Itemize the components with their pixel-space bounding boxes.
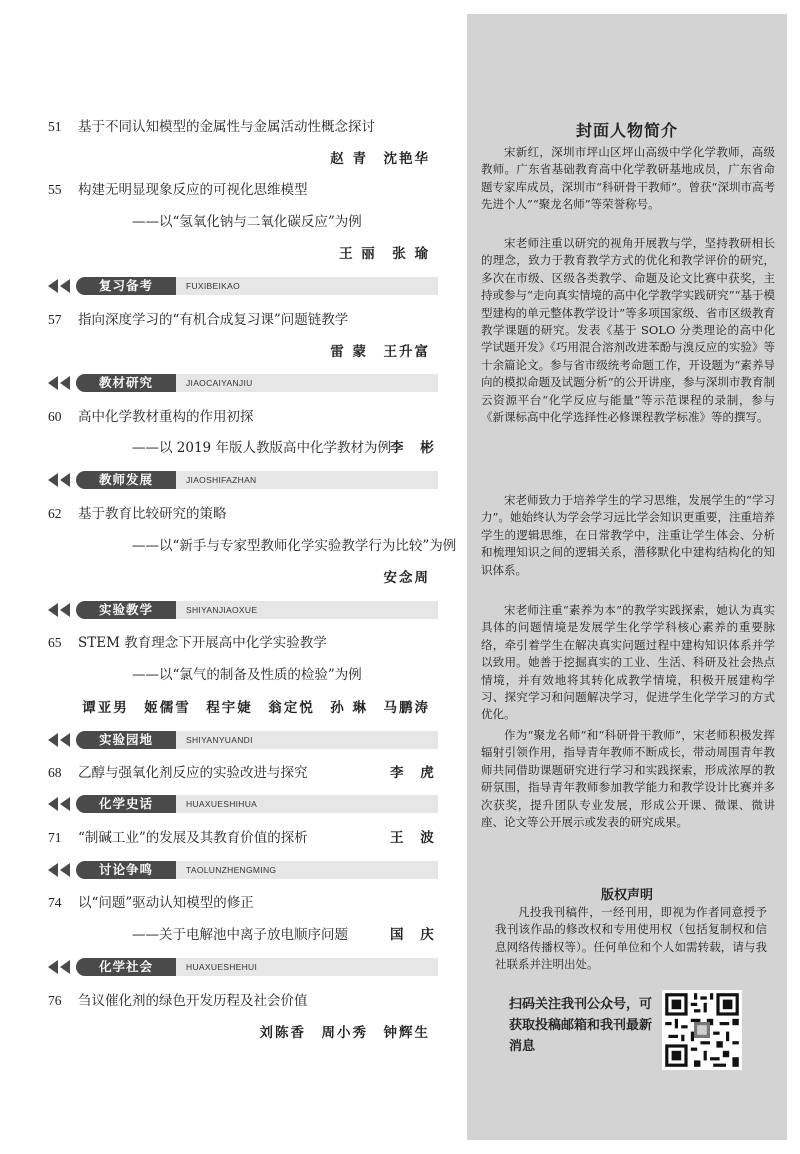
page-number: 76 — [48, 993, 62, 1008]
double-arrow-icon — [48, 279, 78, 293]
bio-paragraph: 宋老师致力于培养学生的学习思维，发展学生的“学习力”。她始终认为学会学习远比学会知识更重要，注重培养学生的逻辑思维，在日常教学中，注重让学生体会、分析和梳理知识之间的逻辑关系，潜移默化中建构结构化的知识体系。 — [481, 493, 775, 577]
article-title: 基于教育比较研究的策略 — [78, 506, 227, 522]
section-label: 化学史话 — [76, 795, 176, 813]
article-subtitle: ——以“氯气的制备及性质的检验”为例 — [132, 667, 362, 683]
section-header — [48, 374, 438, 392]
section-header — [48, 277, 438, 295]
article-title: 构建无明显现象反应的可视化思维模型 — [78, 182, 308, 198]
section-header — [48, 471, 438, 489]
article-subtitle: ——以“氢氧化钠与二氧化碳反应”为例 — [132, 214, 362, 230]
cover-profile-panel — [467, 14, 787, 1140]
copyright-text: 凡投我刊稿件，一经刊用，即视为作者同意授予我刊该作品的修改权和专用使用权（包括复制权和信息网络传播权等）。任何单位和个人如需转载，请与我社联系并注明出处。 — [495, 905, 767, 972]
section-label: 化学社会 — [76, 958, 176, 976]
double-arrow-icon — [48, 863, 78, 877]
bio-paragraph: 宋老师注重以研究的视角开展教与学，坚持教研相长的理念，致力于教育教学方式的优化和教学评价的研究，多次在市级、区级各类教学、命题及论文比赛中获奖，主持或参与“走向真实情境的高中化学教学实践研究”“基于模型建构的单元整体教学设计”等多项国家级、省市区级教育教学课题的研究。发表《基于 SOLO 分类理论的高中化学试题开发》《巧用混合溶剂改进苯酚与溴反应的实验》等十余篇论文。参与省市级统考命题工作，开设题为“素养导向的模拟命题及试题分析”的公开讲座，参与深圳市教育制云资源平台“化学反应与能量”等示范课程的录制，参与《新课标高中化学选择性必修课程教学标准》等的撰写。 — [481, 236, 775, 425]
page-number: 62 — [48, 506, 62, 521]
double-arrow-icon — [48, 603, 78, 617]
section-label: 实验园地 — [76, 731, 176, 749]
section-header — [48, 861, 438, 879]
bio-paragraph: 作为“聚龙名师”和“科研骨干教师”，宋老师积极发挥辐射引领作用，指导青年教师不断成长，带动周围青年教师共同借助课题研究进行学习和实践探索，形成浓厚的教研氛围，指导青年教师参加教学能力和教学设计比赛并多次获奖，提升团队专业发展，形成公开课、微课、微讲座、论文等公开展示或发表的研究成果。 — [481, 728, 775, 830]
article-title: STEM 教育理念下开展高中化学实验教学 — [78, 635, 327, 651]
article-title: 基于不同认知模型的金属性与金属活动性概念探讨 — [78, 119, 375, 135]
article-authors: 王 波 — [390, 830, 440, 846]
article-title: 乙醇与强氧化剂反应的实验改进与探究 — [78, 765, 308, 781]
page-number: 74 — [48, 895, 62, 910]
page-number: 55 — [48, 182, 62, 197]
section-header — [48, 795, 438, 813]
qr-caption: 扫码关注我刊公众号，可获取投稿邮箱和我刊最新消息 — [509, 997, 653, 1054]
double-arrow-icon — [48, 733, 78, 747]
section-header — [48, 601, 438, 619]
article-authors: 安念周 — [383, 570, 430, 586]
page-number: 57 — [48, 312, 62, 327]
section-pinyin: HUAXUESHIHUA — [176, 795, 438, 813]
article-title: 指向深度学习的“有机合成复习课”问题链教学 — [78, 312, 349, 328]
article-title: “制碱工业”的发展及其教育价值的探析 — [78, 830, 308, 846]
page-number: 51 — [48, 119, 62, 134]
article-authors: 赵 青 沈艳华 — [330, 151, 430, 167]
panel-title: 封面人物简介 — [575, 121, 678, 140]
page-number: 68 — [48, 765, 62, 780]
page-number: 71 — [48, 830, 62, 845]
article-title: 高中化学教材重构的作用初探 — [78, 409, 254, 425]
qr-code-icon[interactable] — [662, 990, 742, 1070]
article-authors: 雷 蒙 王升富 — [330, 344, 430, 360]
section-header — [48, 958, 438, 976]
article-subtitle: ——关于电解池中离子放电顺序问题 — [132, 927, 348, 943]
section-pinyin: JIAOCAIYANJIU — [176, 374, 438, 392]
bio-paragraph: 宋新红，深圳市坪山区坪山高级中学化学教师，高级教师。广东省基础教育高中化学教研基地成员，广东省命题专家库成员，深圳市“科研骨干教师”。曾获“深圳市高考先进个人”“聚龙名师”等荣誉称号。 — [481, 145, 775, 212]
section-pinyin: HUAXUESHEHUI — [176, 958, 438, 976]
article-authors: 王 丽 张 瑜 — [339, 246, 430, 262]
double-arrow-icon — [48, 797, 78, 811]
double-arrow-icon — [48, 473, 78, 487]
double-arrow-icon — [48, 960, 78, 974]
section-pinyin: JIAOSHIFAZHAN — [176, 471, 438, 489]
page-number: 60 — [48, 409, 62, 424]
section-label: 教材研究 — [76, 374, 176, 392]
bio-paragraph: 宋老师注重“素养为本”的教学实践探索，她认为真实具体的问题情境是发展学生化学学科核心素养的重要脉络，牵引着学生在解决真实问题过程中建构知识体系并学以致用。她善于挖掘真实的工业、生活、科研及社会热点情境，并有效地将其转化成教学情境，积极开展建构学习、探究学习和问题解决学习，促进学生化学学习的方式优化。 — [481, 603, 775, 722]
section-pinyin: SHIYANYUANDI — [176, 731, 438, 749]
section-label: 教师发展 — [76, 471, 176, 489]
article-authors: 国 庆 — [390, 927, 440, 943]
article-title: 以“问题”驱动认知模型的修正 — [78, 895, 254, 911]
section-label: 讨论争鸣 — [76, 861, 176, 879]
article-subtitle: ——以 2019 年版人教版高中化学教材为例 — [132, 440, 391, 456]
copyright-title: 版权声明 — [600, 888, 653, 903]
page-number: 65 — [48, 635, 62, 650]
section-pinyin: TAOLUNZHENGMING — [176, 861, 438, 879]
section-pinyin: FUXIBEIKAO — [176, 277, 438, 295]
section-label: 复习备考 — [76, 277, 176, 295]
article-title: 刍议催化剂的绿色开发历程及社会价值 — [78, 993, 308, 1009]
double-arrow-icon — [48, 376, 78, 390]
article-subtitle: ——以“新手与专家型教师化学实验教学行为比较”为例 — [132, 538, 457, 554]
article-authors: 刘陈香 周小秀 钟辉生 — [259, 1025, 430, 1041]
article-authors: 李 虎 — [390, 765, 440, 781]
article-authors: 谭亚男 姬儒雪 程宇婕 翁定悦 孙 琳 马鹏涛 — [82, 700, 430, 716]
section-header — [48, 731, 438, 749]
article-authors: 李 彬 — [390, 440, 440, 456]
section-label: 实验教学 — [76, 601, 176, 619]
section-pinyin: SHIYANJIAOXUE — [176, 601, 438, 619]
